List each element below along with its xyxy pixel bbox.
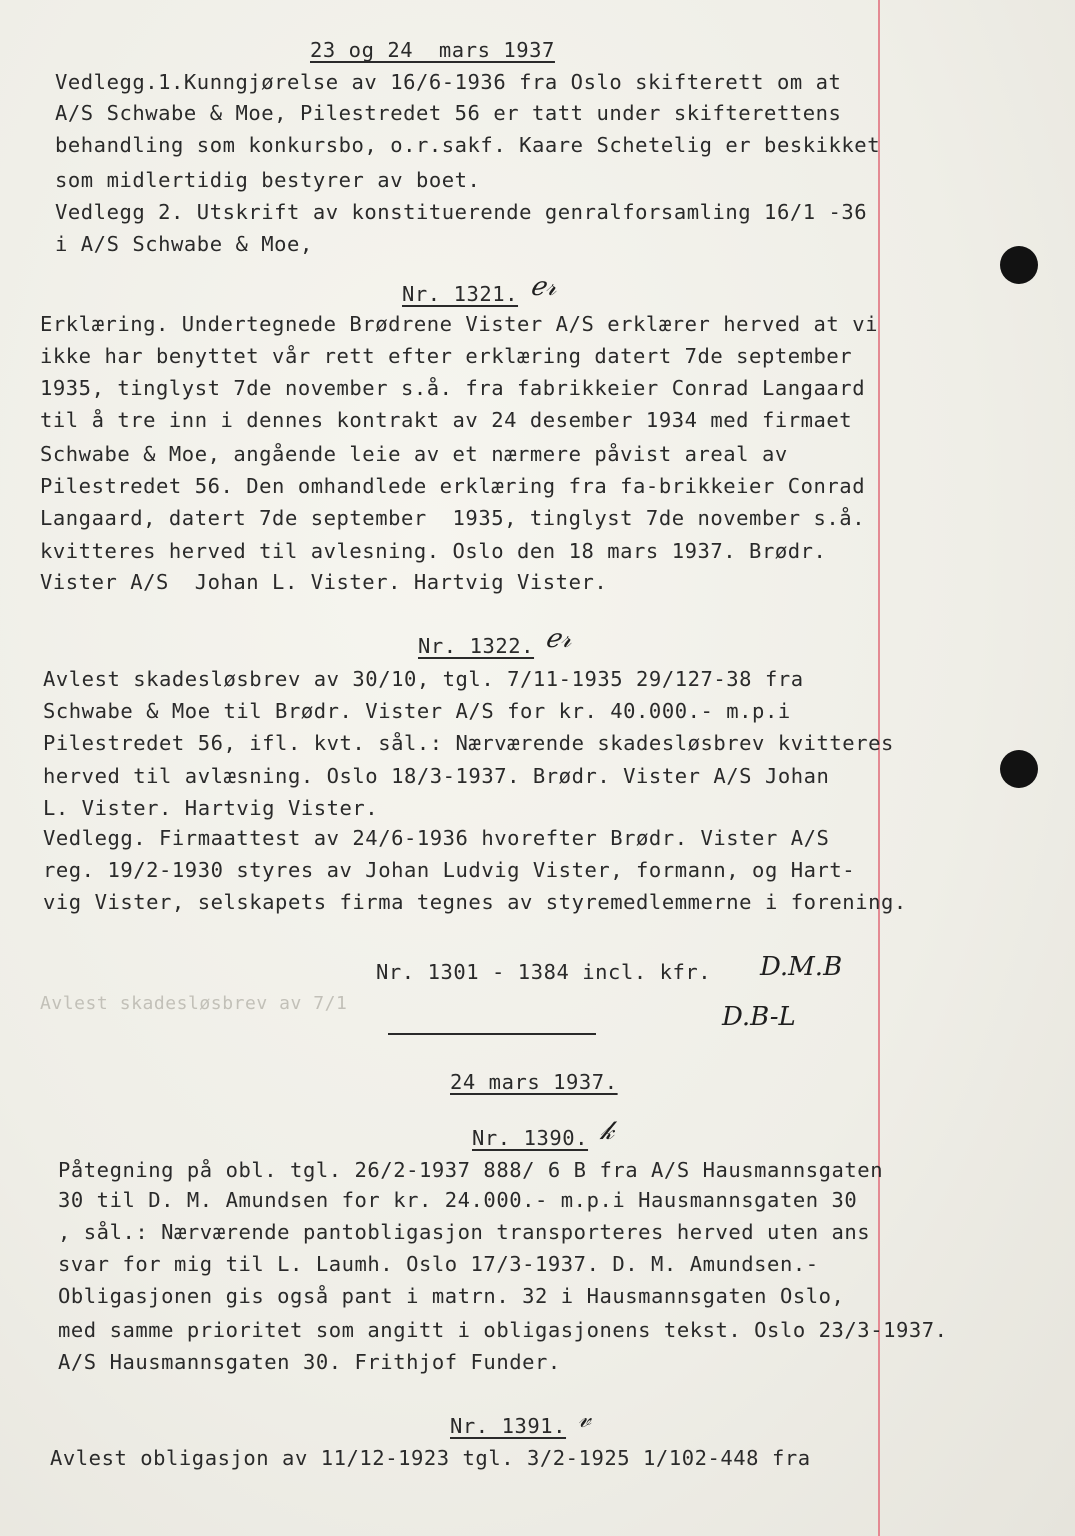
date-header: 23 og 24 mars 1937 (310, 38, 555, 62)
text-line: Avlest obligasjon av 11/12-1923 tgl. 3/2-1925 1/102-448 fra (50, 1446, 811, 1470)
text-line: L. Vister. Hartvig Vister. (43, 796, 379, 820)
text-line: Vedlegg. Firmaattest av 24/6-1936 hvorefter Brødr. Vister A/S (43, 826, 830, 850)
text-line: behandling som konkursbo, o.r.sakf. Kaare Schetelig er beskikket (55, 133, 881, 157)
text-line: til å tre inn i dennes kontrakt av 24 desember 1934 med firmaet (40, 408, 853, 432)
handwritten-initials: 𝓀 (600, 1116, 614, 1146)
text-line: Pilestredet 56, ifl. kvt. sål.: Nærværende skadesløsbrev kvitteres (43, 731, 894, 755)
text-line: Vedlegg 2. Utskrift av konstituerende genralforsamling 16/1 -36 (55, 200, 868, 224)
text-line: kvitteres herved til avlesning. Oslo den 18 mars 1937. Brødr. (40, 539, 827, 563)
text-line: , sål.: Nærværende pantobligasjon transporteres herved uten ans (58, 1220, 871, 1244)
signature: D.B-L (722, 1002, 796, 1032)
text-line: Langaard, datert 7de september 1935, tinglyst 7de november s.å. (40, 506, 866, 530)
margin-line (878, 0, 880, 1536)
text-line: A/S Schwabe & Moe, Pilestredet 56 er tatt under skifterettens (55, 101, 842, 125)
entry-heading: Nr. 1322. (418, 634, 535, 658)
text-line: med samme prioritet som angitt i obligasjonens tekst. Oslo 23/3-1937. (58, 1318, 948, 1342)
text-line: svar for mig til L. Laumh. Oslo 17/3-1937. D. M. Amundsen.- (58, 1252, 819, 1276)
handwritten-initials: 𝓋 (578, 1404, 591, 1434)
punch-hole (1000, 750, 1038, 788)
entry-heading: Nr. 1391. (450, 1414, 567, 1438)
signature: D.M.B (760, 952, 843, 982)
date-heading: 24 mars 1937. (450, 1070, 618, 1094)
text-line: Obligasjonen gis også pant i matrn. 32 i Hausmannsgaten Oslo, (58, 1284, 845, 1308)
entry-heading: Nr. 1390. (472, 1126, 589, 1150)
text-line: A/S Hausmannsgaten 30. Frithjof Funder. (58, 1350, 561, 1374)
text-line: ikke har benyttet vår rett efter erklæring datert 7de september (40, 344, 853, 368)
bleed-through-text: Avlest skadesløsbrev av 7/1 (40, 993, 348, 1014)
handwritten-initials: ℯ𝓇 (545, 624, 572, 654)
text-line: vig Vister, selskapets firma tegnes av styremedlemmerne i forening. (43, 890, 907, 914)
text-line: 1935, tinglyst 7de november s.å. fra fabrikkeier Conrad Langaard (40, 376, 866, 400)
handwritten-initials: ℯ𝓇 (530, 272, 557, 302)
entry-heading: Nr. 1321. (402, 282, 519, 306)
text-line: Schwabe & Moe, angående leie av et nærmere påvist areal av (40, 442, 788, 466)
punch-hole (1000, 246, 1038, 284)
text-line: i A/S Schwabe & Moe, (55, 232, 313, 256)
text-line: herved til avlæsning. Oslo 18/3-1937. Brødr. Vister A/S Johan (43, 764, 830, 788)
text-line: Vedlegg.1.Kunngjørelse av 16/6-1936 fra Oslo skifterett om at (55, 70, 842, 94)
text-line: Schwabe & Moe til Brødr. Vister A/S for kr. 40.000.- m.p.i (43, 699, 791, 723)
text-line: Erklæring. Undertegnede Brødrene Vister A/S erklærer herved at vi (40, 312, 878, 336)
text-line: reg. 19/2-1930 styres av Johan Ludvig Vister, formann, og Hart- (43, 858, 856, 882)
divider-rule (388, 1033, 596, 1035)
text-line: Pilestredet 56. Den omhandlede erklæring fra fa-brikkeier Conrad (40, 474, 866, 498)
text-line: Avlest skadesløsbrev av 30/10, tgl. 7/11-1935 29/127-38 fra (43, 667, 804, 691)
text-line: 30 til D. M. Amundsen for kr. 24.000.- m.p.i Hausmannsgaten 30 (58, 1188, 858, 1212)
text-line: Vister A/S Johan L. Vister. Hartvig Vister. (40, 570, 608, 594)
text-line: Påtegning på obl. tgl. 26/2-1937 888/ 6 B fra A/S Hausmannsgaten (58, 1158, 884, 1182)
text-line: som midlertidig bestyrer av boet. (55, 168, 481, 192)
range-line: Nr. 1301 - 1384 incl. kfr. (376, 960, 712, 984)
